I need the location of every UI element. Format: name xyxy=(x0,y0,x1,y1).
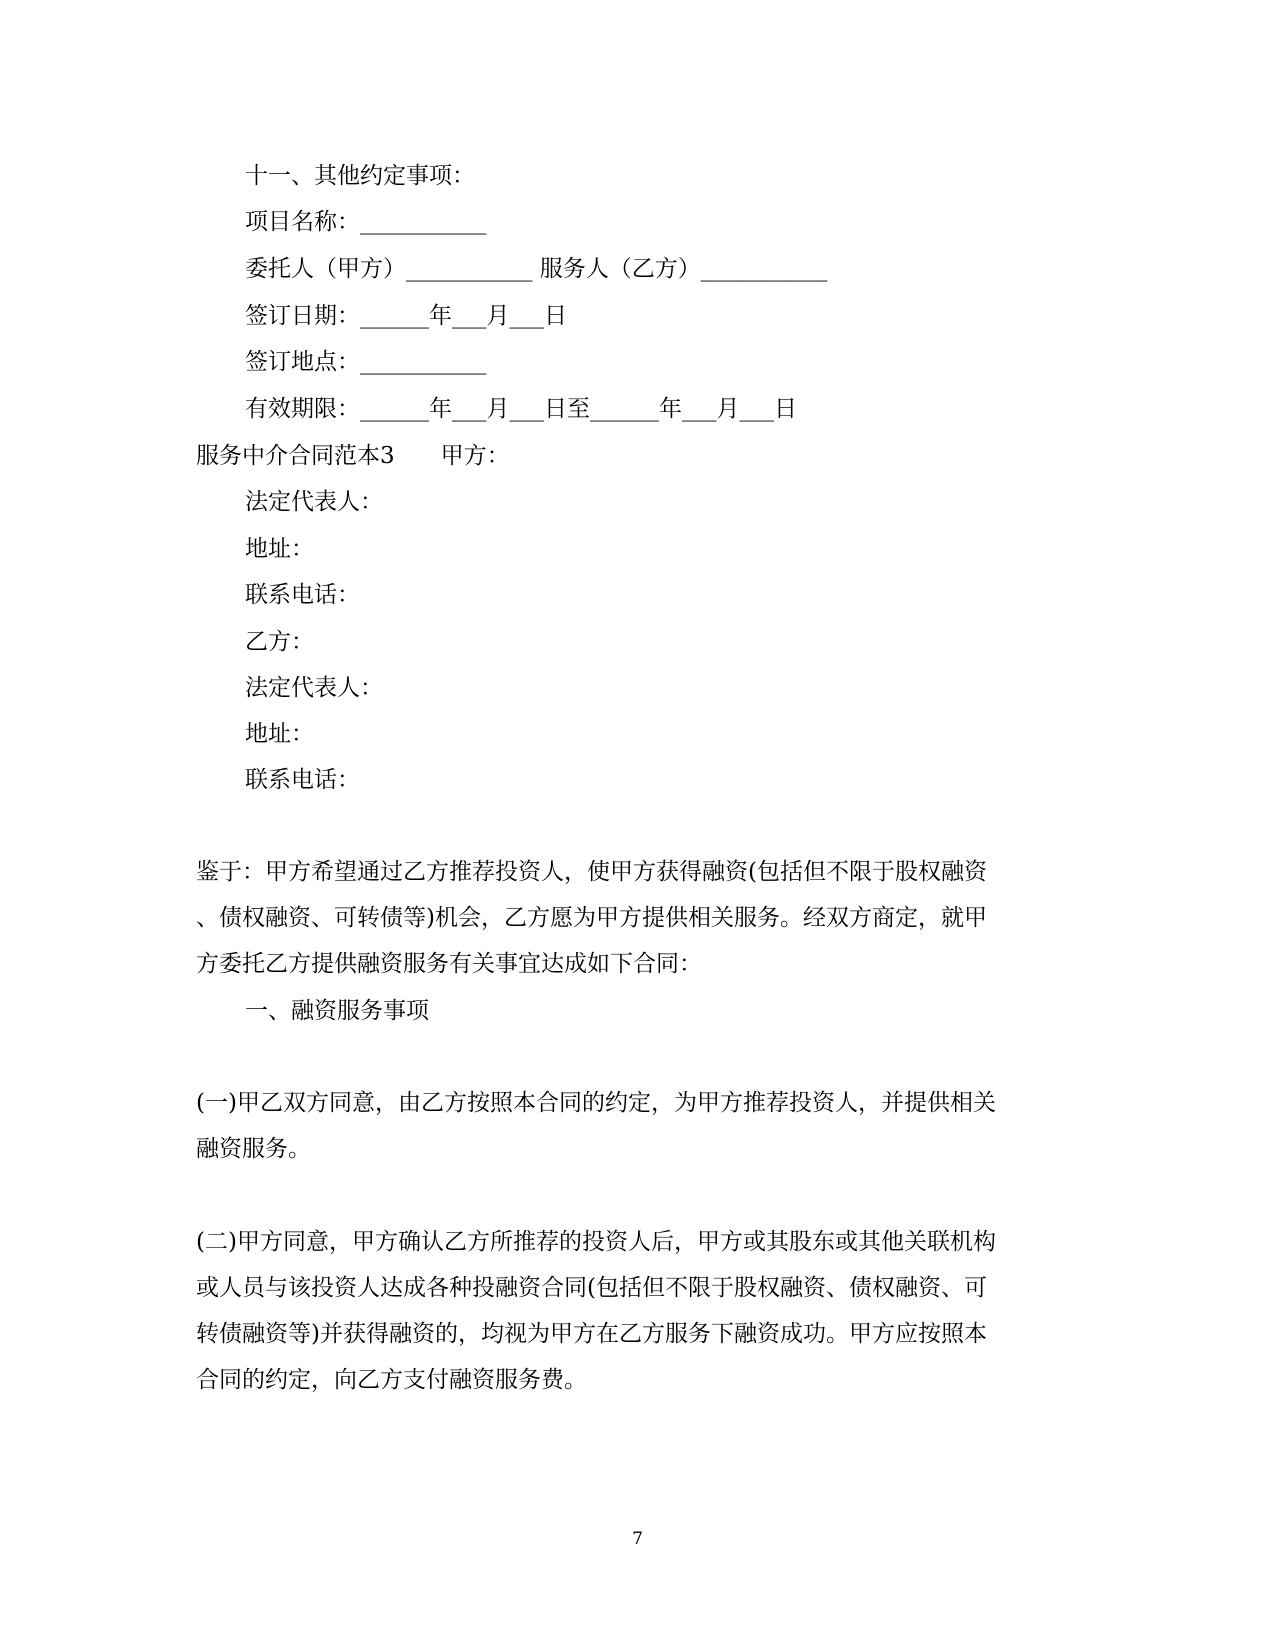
clause-1-line: 融资服务。 xyxy=(196,1136,311,1162)
preamble-line: 、债权融资、可转债等)机会，乙方愿为甲方提供相关服务。经双方商定，就甲 xyxy=(196,905,987,931)
section-11-heading: 十一、其他约定事项： xyxy=(245,163,475,189)
preamble-line: 鉴于：甲方希望通过乙方推荐投资人，使甲方获得融资(包括但不限于股权融资 xyxy=(196,859,987,885)
party-b-label: 乙方： xyxy=(245,629,314,655)
parties-field: 委托人（甲方）___________ 服务人（乙方）___________ xyxy=(245,256,828,282)
validity-field: 有效期限：______年___月___日至______年___月___日 xyxy=(245,396,797,422)
party-b-address: 地址： xyxy=(245,721,314,747)
project-name-field: 项目名称：___________ xyxy=(245,209,487,235)
article-1-heading: 一、融资服务事项 xyxy=(245,998,429,1024)
party-a-address: 地址： xyxy=(245,536,314,562)
party-b-phone: 联系电话： xyxy=(245,767,360,793)
party-b-legal-rep: 法定代表人： xyxy=(245,675,383,701)
clause-2-line: 或人员与该投资人达成各种投融资合同(包括但不限于股权融资、债权融资、可 xyxy=(196,1275,987,1301)
clause-1-line: (一)甲乙双方同意，由乙方按照本合同的约定，为甲方推荐投资人，并提供相关 xyxy=(196,1090,996,1116)
page-number: 7 xyxy=(632,1529,643,1549)
clause-2-line: 转债融资等)并获得融资的，均视为甲方在乙方服务下融资成功。甲方应按照本 xyxy=(196,1321,987,1347)
party-a-legal-rep: 法定代表人： xyxy=(245,489,383,515)
sign-place-field: 签订地点：___________ xyxy=(245,349,487,375)
sign-date-field: 签订日期：______年___月___日 xyxy=(245,303,567,329)
party-a-phone: 联系电话： xyxy=(245,582,360,608)
clause-2-line: 合同的约定，向乙方支付融资服务费。 xyxy=(196,1367,587,1393)
preamble-line: 方委托乙方提供融资服务有关事宜达成如下合同： xyxy=(196,951,702,977)
clause-2-line: (二)甲方同意，甲方确认乙方所推荐的投资人后，甲方或其股东或其他关联机构 xyxy=(196,1229,996,1255)
contract-title-line: 服务中介合同范本3 甲方： xyxy=(196,443,510,469)
